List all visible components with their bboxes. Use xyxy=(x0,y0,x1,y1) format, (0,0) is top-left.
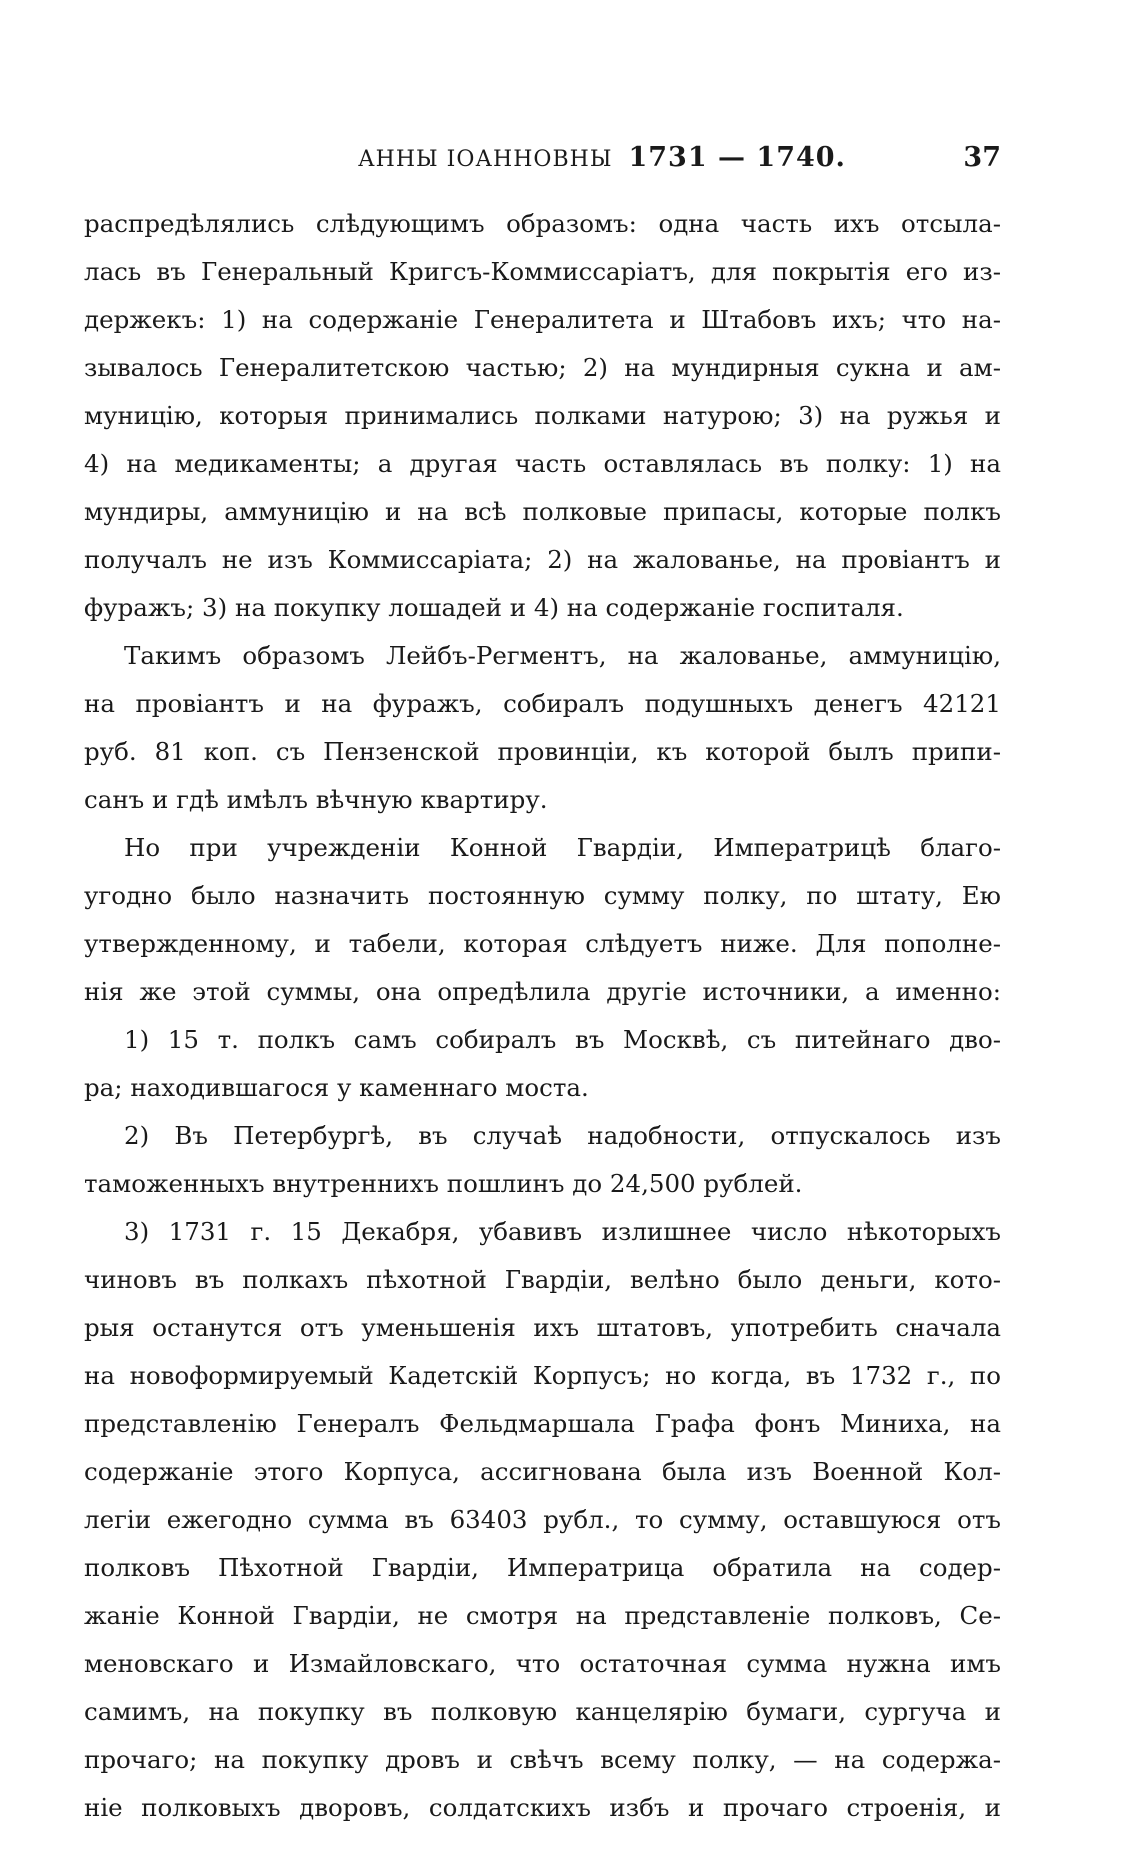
text-line: лась въ Генеральный Кригсъ-Коммиссаріатъ, для покрытія его из- xyxy=(84,257,1001,286)
text-line: ра; находившагося у каменнаго моста. xyxy=(84,1073,589,1102)
text-line: угодно было назначить постоянную сумму полку, по штату, Ею xyxy=(84,881,1001,910)
text-line: 2) Въ Петербургѣ, въ случаѣ надобности, отпускалось изъ xyxy=(124,1121,1001,1150)
text-line: 1) 15 т. полкъ самъ собиралъ въ Москвѣ, съ питейнаго дво- xyxy=(124,1025,1001,1054)
text-line: санъ и гдѣ имѣлъ вѣчную квартиру. xyxy=(84,785,548,814)
text-line: нія же этой суммы, она опредѣлила другіе источники, а именно: xyxy=(84,977,1001,1006)
text-line: Но при учрежденіи Конной Гвардіи, Императрицѣ благо- xyxy=(124,833,1001,862)
text-line: рыя останутся отъ уменьшенія ихъ штатовъ, употребить сначала xyxy=(84,1313,1001,1342)
text-line: получалъ не изъ Коммиссаріата; 2) на жалованье, на провіантъ и xyxy=(84,545,1001,574)
text-line: меновскаго и Измайловскаго, что остаточная сумма нужна имъ xyxy=(84,1649,1001,1678)
text-line: Такимъ образомъ Лейбъ-Регментъ, на жалованье, аммуницію, xyxy=(124,641,1001,670)
text-line: полковъ Пѣхотной Гвардіи, Императрица обратила на содер- xyxy=(84,1553,1001,1582)
page-number: 37 xyxy=(963,142,1001,173)
text-line: прочаго; на покупку дровъ и свѣчъ всему полку, — на содержа- xyxy=(84,1745,1001,1774)
running-title-years: 1731 — 1740. xyxy=(628,142,846,173)
text-line: держекъ: 1) на содержаніе Генералитета и Штабовъ ихъ; что на- xyxy=(84,305,1001,334)
text-line: 4) на медикаменты; а другая часть оставлялась въ полку: 1) на xyxy=(84,449,1001,478)
text-line: самимъ, на покупку въ полковую канцелярію бумаги, сургуча и xyxy=(84,1697,1001,1726)
text-line: легіи ежегодно сумма въ 63403 рубл., то сумму, оставшуюся отъ xyxy=(84,1505,1001,1534)
body-text xyxy=(84,200,1001,1832)
running-title-text: АННЫ ІОАННОВНЫ xyxy=(358,147,613,172)
text-line: руб. 81 коп. съ Пензенской провинціи, къ которой былъ припи- xyxy=(84,737,1001,766)
text-line: ніе полковыхъ дворовъ, солдатскихъ избъ и прочаго строенія, и xyxy=(84,1793,1001,1822)
text-line: представленію Генералъ Фельдмаршала Графа фонъ Миниха, на xyxy=(84,1409,1001,1438)
text-line: утвержденному, и табели, которая слѣдуетъ ниже. Для пополне- xyxy=(84,929,1001,958)
text-line: таможенныхъ внутреннихъ пошлинъ до 24,500 рублей. xyxy=(84,1169,803,1198)
running-title xyxy=(358,142,846,173)
text-line: чиновъ въ полкахъ пѣхотной Гвардіи, велѣно было деньги, кото- xyxy=(84,1265,1001,1294)
text-line: муницію, которыя принимались полками натурою; 3) на ружья и xyxy=(84,401,1001,430)
text-line: распредѣлялись слѣдующимъ образомъ: одна часть ихъ отсыла- xyxy=(84,209,1001,238)
text-line: жаніе Конной Гвардіи, не смотря на представленіе полковъ, Се- xyxy=(84,1601,1001,1630)
page-header xyxy=(84,142,1001,182)
text-line: 3) 1731 г. 15 Декабря, убавивъ излишнее число нѣкоторыхъ xyxy=(124,1217,1001,1246)
text-line: на новоформируемый Кадетскій Корпусъ; но когда, въ 1732 г., по xyxy=(84,1361,1001,1390)
text-line: содержаніе этого Корпуса, ассигнована была изъ Военной Кол- xyxy=(84,1457,1001,1486)
text-line: зывалось Генералитетскою частью; 2) на мундирныя сукна и ам- xyxy=(84,353,1001,382)
text-line: фуражъ; 3) на покупку лошадей и 4) на содержаніе госпиталя. xyxy=(84,593,904,622)
text-line: мундиры, аммуницію и на всѣ полковые припасы, которые полкъ xyxy=(84,497,1001,526)
text-line: на провіантъ и на фуражъ, собиралъ подушныхъ денегъ 42121 xyxy=(84,689,1001,718)
